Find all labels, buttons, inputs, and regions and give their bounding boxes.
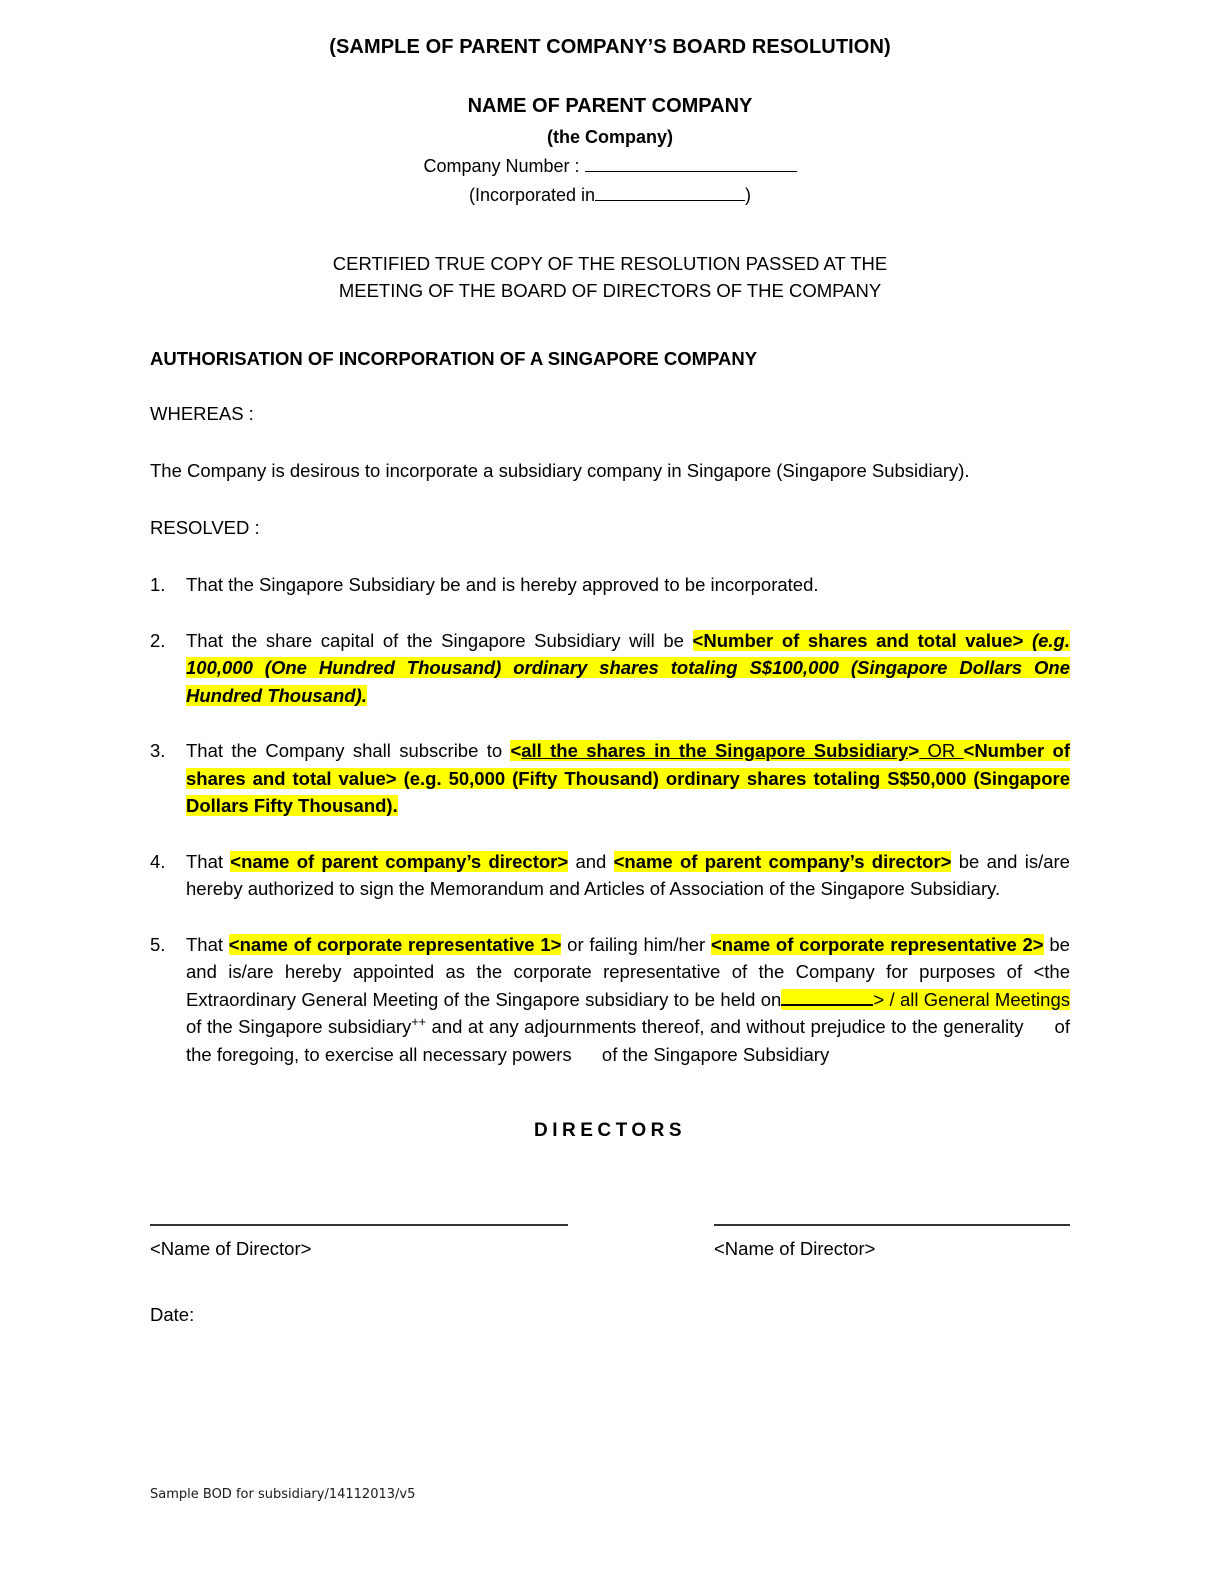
clause-3-lead: That the Company shall subscribe to xyxy=(186,740,511,761)
clause-5-tail-1: and at any adjournments thereof, and without prejudice to the generality xyxy=(426,1016,1030,1037)
signature-line-left[interactable] xyxy=(150,1224,568,1226)
company-alias: (the Company) xyxy=(547,127,673,147)
clause-item-2 xyxy=(150,627,1070,710)
whereas-label: WHEREAS : xyxy=(150,403,254,424)
signature-block-right xyxy=(714,1224,1070,1260)
clause-4-lead: That xyxy=(186,850,231,872)
document-title: (SAMPLE OF PARENT COMPANY’S BOARD RESOLUTION) xyxy=(329,36,891,58)
clause-text-3 xyxy=(186,737,1070,820)
clause-text-2 xyxy=(186,627,1070,710)
company-name: NAME OF PARENT COMPANY xyxy=(467,95,753,117)
clause-number-5: 5. xyxy=(150,933,166,955)
clause-3-example: (e.g. 50,000 (Fifty Thousand) ordinary shares totaling S$50,000 (Singapore Dollars Fifty Thousand). xyxy=(186,767,1070,816)
resolution-clause-list xyxy=(150,571,1070,1068)
clause-3-close-bracket: > xyxy=(908,740,920,761)
clause-5-representative-1: <name of corporate representative 1> xyxy=(228,933,562,955)
clause-5-tail-3: of the Singapore Subsidiary xyxy=(596,1043,830,1065)
clause-5-middle: be and is/are hereby appointed as the corporate representative of the Company for purposes of <the Extraordinary General Meeting of the Singapore subsidiary to be held on xyxy=(186,933,1070,1010)
incorporated-label: (Incorporated in xyxy=(468,185,596,205)
clause-number-3: 3. xyxy=(150,740,166,761)
clause-3-option-a: all the shares in the Singapore Subsidiary xyxy=(521,740,909,761)
certified-line-2: MEETING OF THE BOARD OF DIRECTORS OF THE COMPANY xyxy=(338,280,882,301)
clause-text-4 xyxy=(186,848,1070,903)
certified-line-1: CERTIFIED TRUE COPY OF THE RESOLUTION PASSED AT THE xyxy=(332,253,888,274)
whereas-text: The Company is desirous to incorporate a subsidiary company in Singapore (Singapore Subsidiary). xyxy=(150,460,970,481)
directors-heading: DIRECTORS xyxy=(533,1120,687,1141)
signature-label-left: <Name of Director> xyxy=(150,1238,312,1259)
document-body xyxy=(150,0,1070,1326)
clause-3-placeholder: <Number of shares and total value> xyxy=(186,740,1070,789)
clause-2-placeholder: <Number of shares and total value> xyxy=(692,629,1024,651)
clause-5-lead: That xyxy=(186,933,229,955)
signature-row xyxy=(150,1224,1070,1260)
incorporated-close-paren: ) xyxy=(745,185,752,205)
clause-5-tail-2: of the foregoing, to exercise all necessary powers xyxy=(186,1016,1070,1065)
clause-5-after-general-meetings: of the Singapore subsidiary xyxy=(186,1016,412,1037)
date-field[interactable]: Date: xyxy=(150,1304,195,1325)
signature-line-right[interactable] xyxy=(714,1224,1070,1226)
clause-text-1: That the Singapore Subsidiary be and is hereby approved to be incorporated. xyxy=(186,574,819,595)
incorporated-blank[interactable] xyxy=(595,200,745,201)
clause-4-conjunction: and xyxy=(568,850,614,872)
clause-4-tail: be and is/are hereby authorized to sign the Memorandum and Articles of Association of the Singapore Subsidiary. xyxy=(186,850,1070,899)
clause-text-5 xyxy=(186,931,1070,1069)
footer-reference: Sample BOD for subsidiary/14112013/v5 xyxy=(150,1487,416,1502)
clause-item-5 xyxy=(150,931,1070,1069)
company-number-label: Company Number : xyxy=(423,156,580,176)
clause-2-example: (e.g. 100,000 (One Hundred Thousand) ordinary shares totaling S$100,000 (Singapore Dollars One Hundred Thousand). xyxy=(186,629,1070,706)
meeting-date-blank[interactable] xyxy=(781,1004,873,1006)
clause-5-footnote-marker: ++ xyxy=(411,1014,427,1029)
incorporated-row xyxy=(150,185,1070,206)
clause-5-blank-suffix: > / all xyxy=(873,988,924,1010)
clause-item-3 xyxy=(150,737,1070,820)
company-number-row xyxy=(150,156,1070,177)
certified-statement xyxy=(150,250,1070,304)
clause-item-1 xyxy=(150,571,1070,599)
clause-number-1: 1. xyxy=(150,574,166,595)
clause-number-4: 4. xyxy=(150,850,166,872)
signature-block-left xyxy=(150,1224,568,1260)
clause-5-failing: or failing him/her xyxy=(561,933,711,955)
company-number-blank[interactable] xyxy=(585,171,797,172)
signature-label-right: <Name of Director> xyxy=(714,1238,876,1259)
clause-3-or: OR xyxy=(919,740,964,761)
company-identity-block xyxy=(150,95,1070,206)
resolved-label: RESOLVED : xyxy=(150,517,260,538)
clause-3-open-bracket: < xyxy=(510,740,522,761)
clause-2-lead: That the share capital of the Singapore Subsidiary will be xyxy=(186,629,693,651)
clause-5-representative-2: <name of corporate representative 2> xyxy=(711,933,1044,955)
clause-5-general-meetings: General Meetings xyxy=(923,988,1070,1010)
clause-number-2: 2. xyxy=(150,629,166,651)
clause-5-meeting-date-blank-wrap xyxy=(781,989,923,1010)
clause-4-director-2: <name of parent company’s director> xyxy=(613,850,952,872)
clause-4-director-1: <name of parent company’s director> xyxy=(230,850,569,872)
clause-item-4 xyxy=(150,848,1070,903)
section-heading: AUTHORISATION OF INCORPORATION OF A SINGAPORE COMPANY xyxy=(150,348,758,369)
